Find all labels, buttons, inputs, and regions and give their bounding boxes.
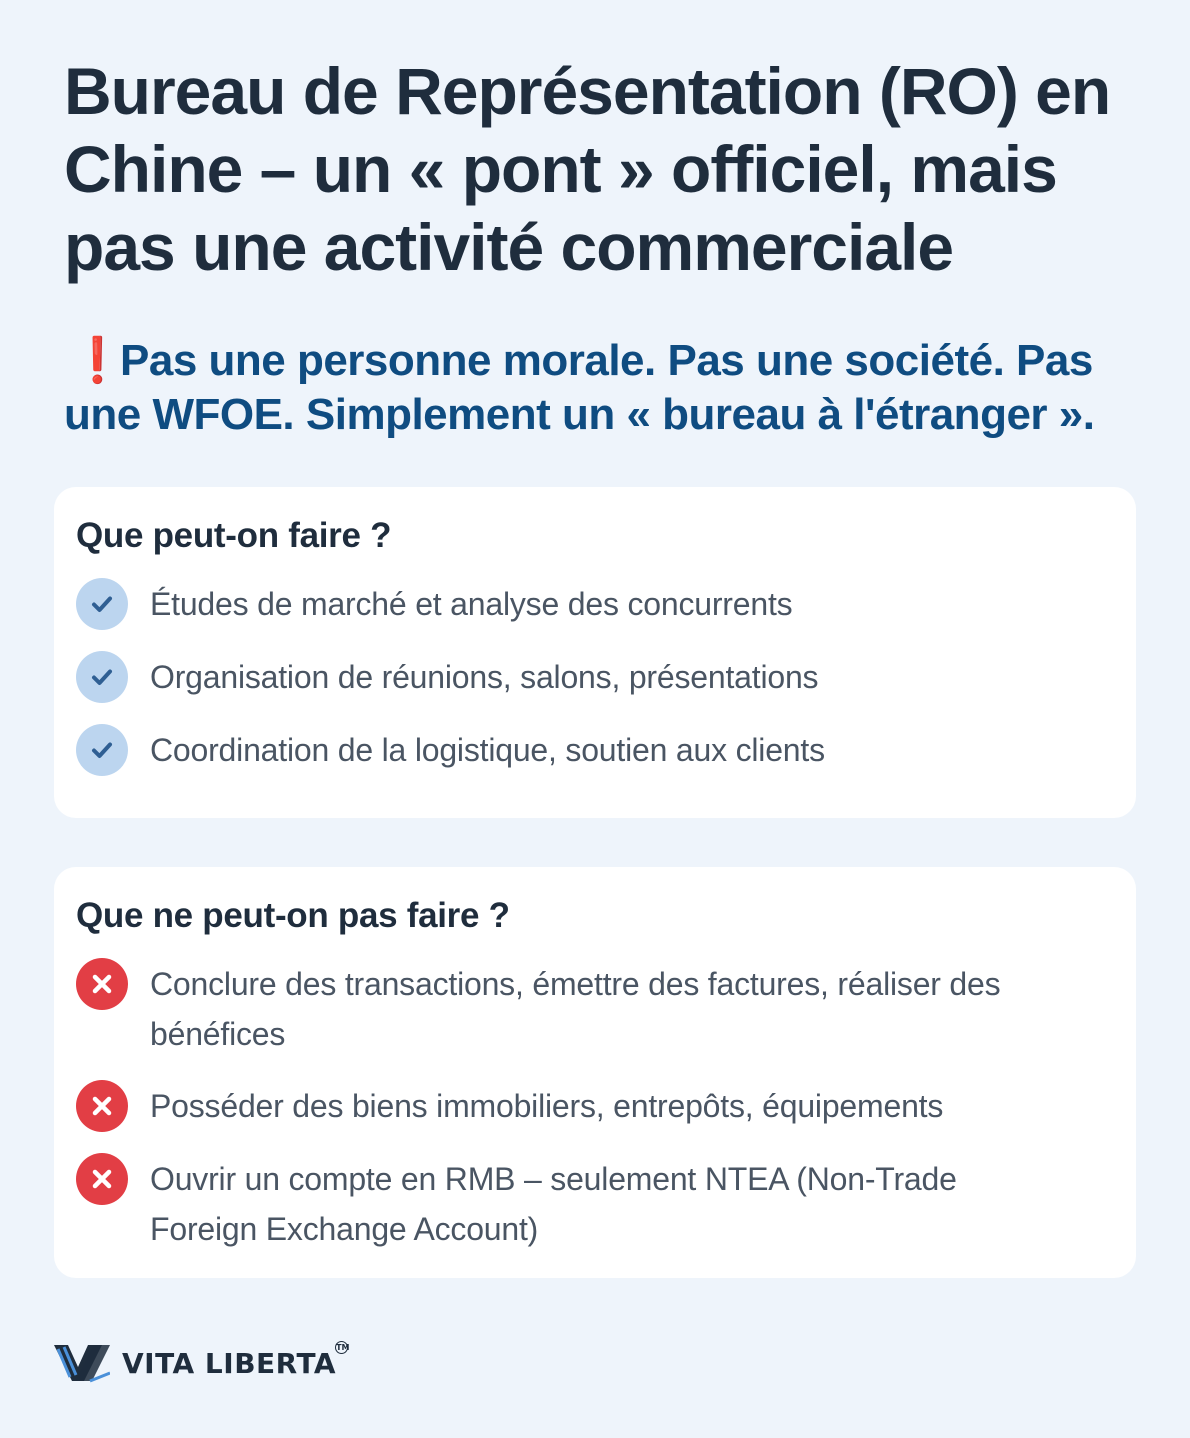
trademark-mark: TM	[336, 1342, 350, 1352]
forbidden-heading: Que ne peut-on pas faire ?	[76, 896, 510, 935]
cross-icon	[76, 958, 128, 1010]
forbidden-card	[54, 867, 1136, 1278]
check-icon	[76, 578, 128, 630]
cross-icon	[76, 1153, 128, 1205]
forbidden-item	[76, 1154, 1114, 1254]
allowed-item-label: Organisation de réunions, salons, présentations	[150, 659, 819, 695]
forbidden-item-label: Ouvrir un compte en RMB – seulement NTEA (Non-Trade Foreign Exchange Account)	[150, 1161, 957, 1247]
allowed-item-label: Coordination de la logistique, soutien aux clients	[150, 732, 825, 768]
forbidden-item-label: Conclure des transactions, émettre des factures, réaliser des bénéfices	[150, 966, 1001, 1052]
warning-text: Pas une personne morale. Pas une société. Pas une WFOE. Simplement un « bureau à l'étranger ».	[64, 336, 1095, 439]
forbidden-item	[76, 1081, 1114, 1132]
brand-name: VITA LIBERTA TM	[122, 1342, 350, 1380]
allowed-heading: Que peut-on faire ?	[76, 516, 392, 555]
forbidden-item	[76, 959, 1114, 1059]
warning-statement	[64, 334, 1154, 442]
page-title: Bureau de Représentation (RO) en Chine – un « pont » officiel, mais pas une activité commerciale	[64, 54, 1111, 284]
vita-liberta-logo-icon	[54, 1343, 110, 1383]
check-icon	[76, 651, 128, 703]
allowed-item	[76, 652, 1114, 703]
allowed-card	[54, 487, 1136, 818]
forbidden-item-label: Posséder des biens immobiliers, entrepôts, équipements	[150, 1088, 944, 1124]
brand-logo	[54, 1340, 350, 1386]
exclamation-icon: ❗	[70, 336, 125, 385]
allowed-item	[76, 579, 1114, 630]
allowed-item	[76, 725, 1114, 776]
check-icon	[76, 724, 128, 776]
allowed-item-label: Études de marché et analyse des concurrents	[150, 586, 793, 622]
cross-icon	[76, 1080, 128, 1132]
